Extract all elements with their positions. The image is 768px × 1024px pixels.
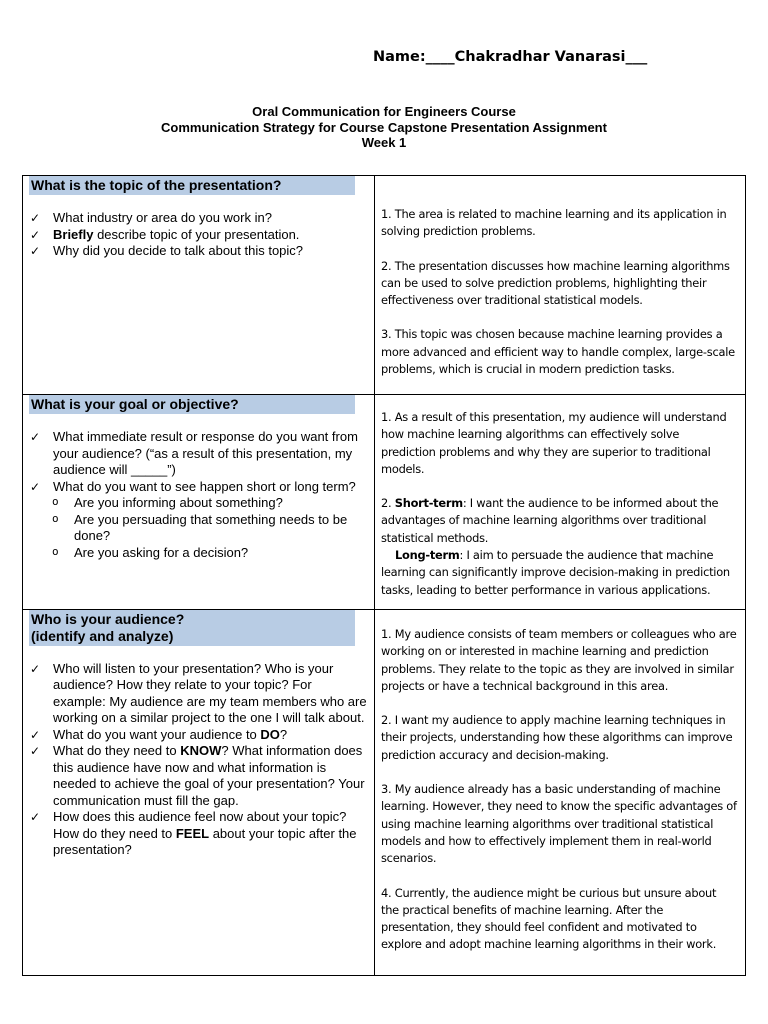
answer-paragraph: 2. I want my audience to apply machine learning techniques in their projects, understanding how these algorithms can improve prediction accuracy and decision-making.: [381, 713, 733, 762]
answer-paragraph: 1. My audience consists of team members or colleagues who are working on or interested in machine learning and prediction problems. They relate to the topic as they are involved in similar projects or have a technical background in this area.: [381, 626, 737, 693]
list-item: ✓ How does this audience feel now about your topic? How do they need to FEEL about your topic after the presentation?: [29, 809, 368, 859]
list-item: ✓ What do you want your audience to DO?: [29, 727, 368, 744]
list-item: ✓ What industry or area do you work in?: [29, 210, 368, 227]
goal-answers: [381, 395, 737, 599]
audience-answers: [381, 610, 737, 954]
audience-question-list: [29, 661, 368, 859]
list-item: ✓ What immediate result or response do you want from your audience? (“as a result of this presentation, my audience will _____”): [29, 429, 368, 479]
strategy-table: [22, 175, 746, 976]
table-row-goal: [23, 395, 746, 610]
table-row-audience: [23, 609, 746, 975]
student-name-line: Name:____Chakradhar Vanarasi___: [373, 49, 648, 65]
answer-paragraph: 4. Currently, the audience might be curious but unsure about the practical benefits of machine learning. After the presentation, they should feel confident and motivated to explore and adopt machine learning algorithms in their work.: [381, 885, 717, 952]
assignment-title: Communication Strategy for Course Capstone Presentation Assignment: [161, 119, 607, 135]
topic-heading: What is the topic of the presentation?: [29, 176, 355, 195]
audience-heading-line: (identify and analyze): [31, 627, 174, 644]
audience-question-cell: [23, 609, 375, 975]
list-item: ✓ Why did you decide to talk about this topic?: [29, 243, 368, 260]
topic-question-list: [29, 210, 368, 260]
goal-subquestion-list: [29, 495, 368, 561]
answer-paragraph: 2. Short-term: I want the audience to be informed about the advantages of machine learning algorithms over traditional statistical methods.: [381, 496, 719, 545]
goal-question-cell: [23, 395, 375, 610]
goal-question-list: [29, 429, 368, 561]
list-item: ✓ Briefly describe topic of your presentation.: [29, 227, 368, 244]
table-row-topic: [23, 176, 746, 395]
document-heading: [0, 104, 768, 151]
audience-answer-cell: [375, 609, 746, 975]
list-item: ✓ What do you want to see happen short or long term? o Are you informing about something? o Are you persuading that something needs to be done? o Are you asking for a decision?: [29, 479, 368, 562]
audience-heading-line: Who is your audience?: [31, 610, 185, 627]
list-item: o Are you informing about something?: [29, 495, 368, 512]
topic-answer-cell: [375, 176, 746, 395]
week-label: Week 1: [361, 135, 407, 150]
topic-question-cell: [23, 176, 375, 395]
answer-paragraph: Long-term: I aim to persuade the audience that machine learning can significantly improve decision-making in prediction tasks, leading to better performance in various applications.: [381, 548, 730, 597]
list-item: ✓ What do they need to KNOW? What information does this audience have now and what information is needed to achieve the goal of your presentation? Your communication must fill the gap.: [29, 743, 368, 809]
answer-paragraph: 3. My audience already has a basic understanding of machine learning. However, they need to know the specific advantages of using machine learning algorithms over traditional statistical models and how to effectively implement them in real-world scenarios.: [381, 782, 737, 866]
list-item: o Are you persuading that something needs to be done?: [29, 512, 368, 545]
list-item: o Are you asking for a decision?: [29, 545, 368, 562]
list-item: ✓ Who will listen to your presentation? Who is your audience? How they relate to your topic? For example: My audience are my team members who are working on a similar project to the one I will talk about.: [29, 661, 368, 727]
audience-heading: [29, 610, 355, 646]
answer-paragraph: 3. This topic was chosen because machine learning provides a more advanced and efficient way to handle complex, large-scale problems, which is crucial in modern prediction tasks.: [381, 327, 735, 377]
course-title: Oral Communication for Engineers Course: [252, 104, 516, 119]
answer-paragraph: 1. As a result of this presentation, my audience will understand how machine learning algorithms can effectively solve prediction problems and why they are superior to traditional models.: [381, 410, 727, 476]
topic-answers: [381, 176, 737, 378]
answer-paragraph: 2. The presentation discusses how machine learning algorithms can be used to solve prediction problems, highlighting their effectiveness over traditional statistical models.: [381, 258, 730, 308]
answer-paragraph: 1. The area is related to machine learning and its application in solving prediction problems.: [381, 207, 727, 239]
goal-answer-cell: [375, 395, 746, 610]
goal-heading: What is your goal or objective?: [29, 395, 355, 414]
